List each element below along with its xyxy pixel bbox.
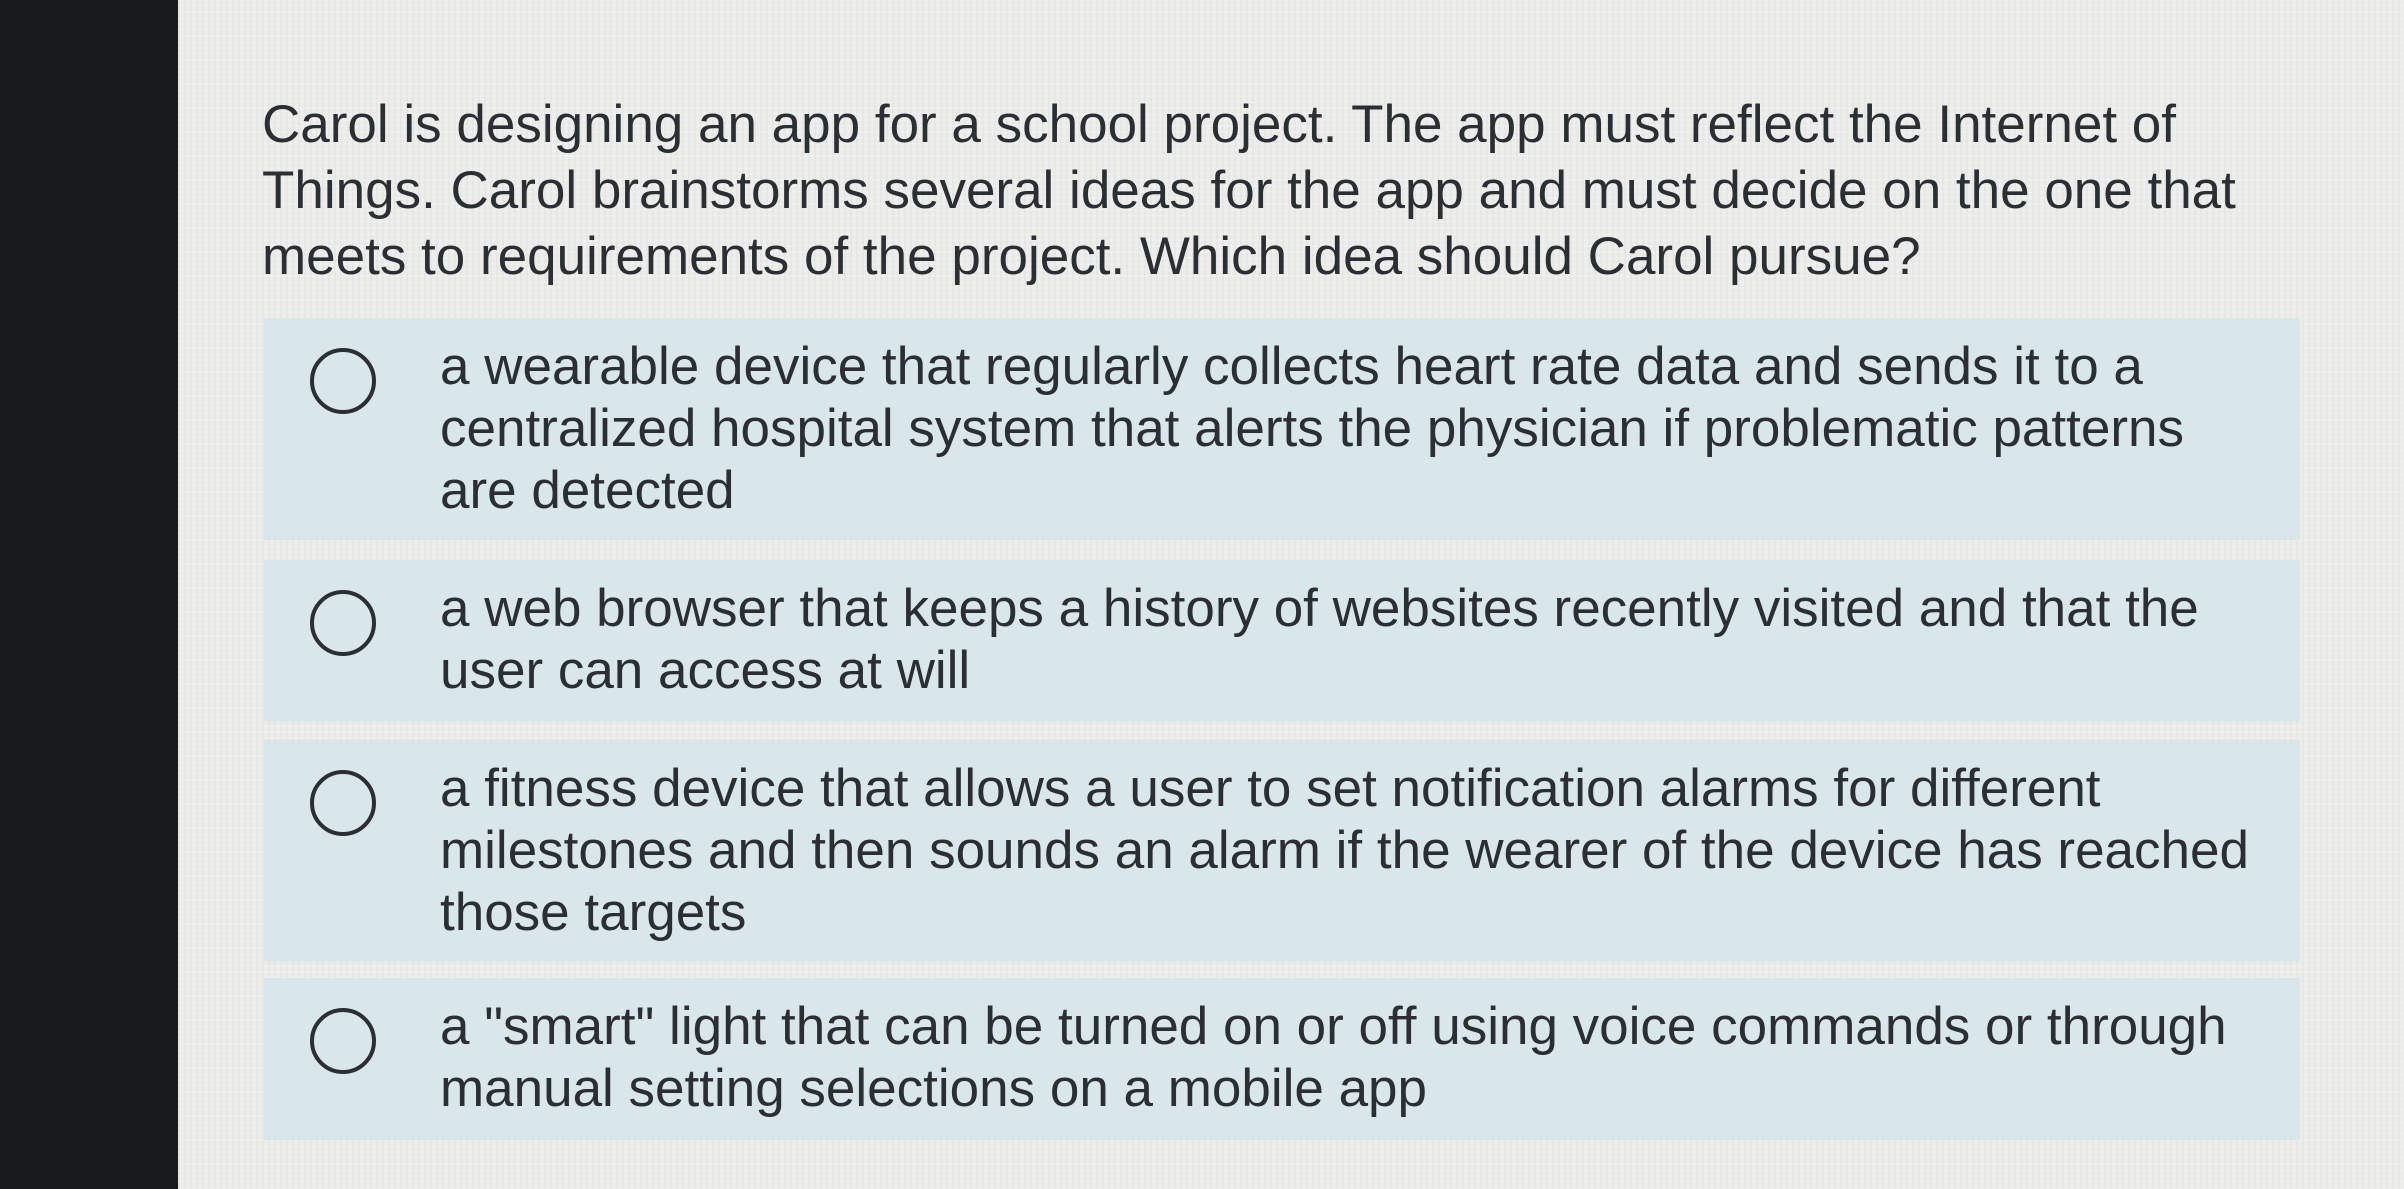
radio-button-a[interactable] [310,348,376,414]
answer-option-d[interactable] [264,978,2300,1140]
answer-option-c-label: a fitness device that allows a user to set notification alarms for different milestones and then sounds an alarm if the wearer of the device has reached those targets [440,759,2249,942]
quiz-screen [178,0,2404,1189]
answer-option-b[interactable] [264,560,2300,722]
radio-button-d[interactable] [310,1008,376,1074]
radio-button-b[interactable] [310,590,376,656]
radio-button-c[interactable] [310,770,376,836]
answer-option-a-label: a wearable device that regularly collects heart rate data and sends it to a centralized hospital system that alerts the physician if problematic patterns are detected [440,337,2184,520]
answer-option-c[interactable] [264,740,2300,962]
answer-option-b-label: a web browser that keeps a history of websites recently visited and that the user can access at will [440,579,2199,700]
question-text: Carol is designing an app for a school project. The app must reflect the Internet of Things. Carol brainstorms several ideas for the app and must decide on the one that meets to requirements of the project. Which idea should Carol pursue? [262,95,2236,286]
answer-option-d-label: a "smart" light that can be turned on or off using voice commands or through manual setting selections on a mobile app [440,997,2227,1118]
answer-option-a[interactable] [264,318,2300,540]
